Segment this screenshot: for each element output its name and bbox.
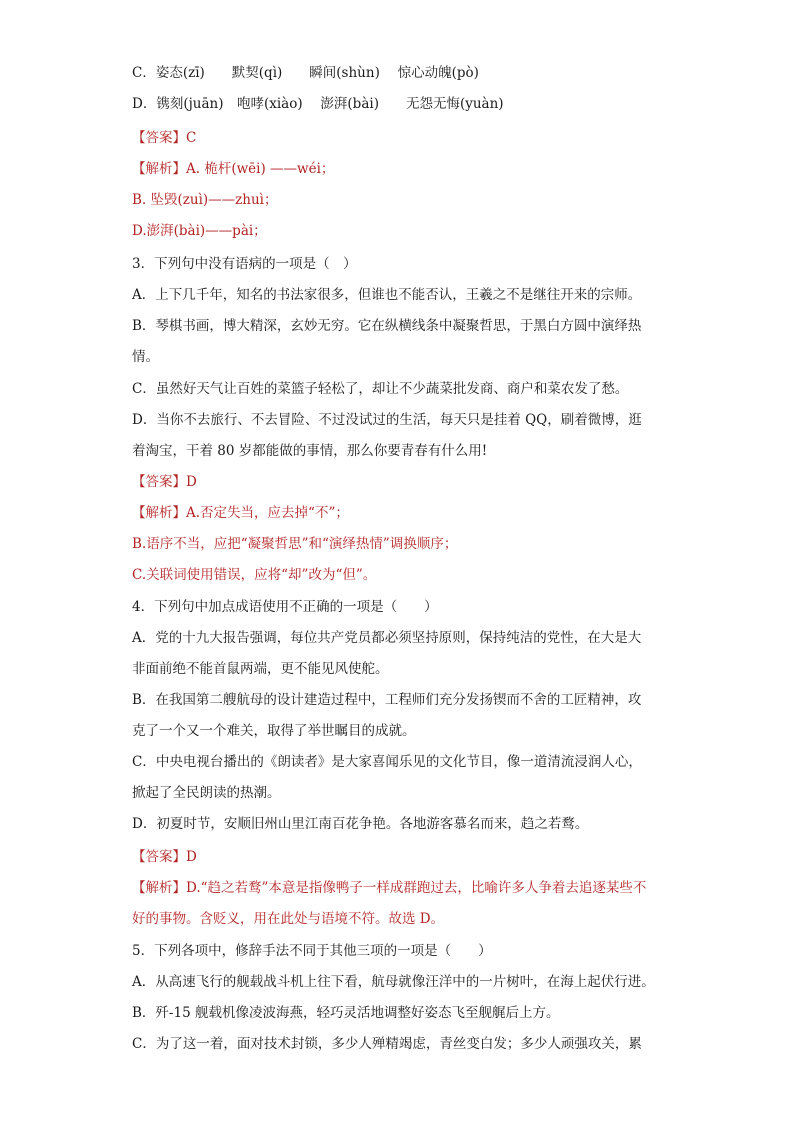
text-line-q4c2: 掀起了全民朗读的热潮。 [132, 785, 281, 801]
text-line-q3d2: 着淘宝，干着 80 岁都能做的事情，那么你要青春有什么用! [132, 443, 488, 459]
text-line-q3-exp3: C.关联词使用错误，应将“却”改为“但”。 [132, 567, 377, 583]
text-line-q3d1: D．当你不去旅行、不去冒险、不过没试过的生活，每天只是挂着 QQ，刷着微博，逛 [132, 412, 642, 428]
text-line-q3b1: B．琴棋书画，博大精深，玄妙无穷。它在纵横线条中凝聚哲思，于黑白方圆中演绎热 [132, 318, 642, 334]
text-line-q4b2: 克了一个又一个难关，取得了举世瞩目的成就。 [132, 723, 416, 739]
text-line-q2c: C．姿态(zī) 默契(qì) 瞬间(shùn) 惊心动魄(pò) [132, 65, 479, 81]
text-line-q5: 5．下列各项中，修辞手法不同于其他三项的一项是（ ） [132, 943, 492, 959]
text-line-q5b: B．歼-15 舰载机像凌波海燕，轻巧灵活地调整好姿态飞至舰艉后上方。 [132, 1005, 560, 1021]
text-line-q2-exp2: B. 坠毁(zuì)——zhuì； [132, 192, 278, 208]
text-line-q4c1: C．中央电视台播出的《朗读者》是大家喜闻乐见的文化节目，像一道清流浸润人心， [132, 754, 642, 770]
text-line-q4a2: 非面前绝不能首鼠两端，更不能见风使舵。 [132, 661, 389, 677]
text-line-q3c: C．虽然好天气让百姓的菜篮子轻松了，却让不少蔬菜批发商、商户和菜农发了愁。 [132, 381, 629, 397]
text-line-q3-ans: 【答案】D [132, 474, 197, 490]
text-line-q5a: A．从高速飞行的舰载战斗机上往下看，航母就像汪洋中的一片树叶，在海上起伏行进。 [132, 974, 655, 990]
text-line-q4-exp2: 好的事物。含贬义，用在此处与语境不符。故选 D。 [132, 911, 445, 927]
text-line-q3: 3．下列句中没有语病的一项是（ ） [132, 256, 357, 272]
text-line-q2-ans: 【答案】C [132, 130, 197, 146]
text-line-q4-ans: 【答案】D [132, 849, 197, 865]
text-line-q2-exp3: D.澎湃(bài)——pài； [132, 223, 267, 239]
text-line-q3-exp2: B.语序不当，应把“凝聚哲思”和“演绎热情”调换顺序； [132, 536, 458, 552]
text-line-q3-exp1: 【解析】A.否定失当，应去掉“不”； [132, 505, 349, 521]
text-line-q4d: D．初夏时节，安顺旧州山里江南百花争艳。各地游客慕名而来，趋之若鹜。 [132, 816, 589, 832]
text-line-q4-exp1: 【解析】D.“趋之若鹜”本意是指像鸭子一样成群跑过去，比喻许多人争着去追逐某些不 [132, 880, 647, 896]
text-line-q3a: A．上下几千年，知名的书法家很多，但谁也不能否认，王羲之不是继往开来的宗师。 [132, 287, 642, 303]
text-line-q2d: D．镌刻(juān) 咆哮(xiào) 澎湃(bài) 无怨无悔(yuàn) [132, 96, 504, 112]
text-line-q4: 4．下列句中加点成语使用不正确的一项是（ ） [132, 599, 438, 615]
text-line-q5c: C．为了这一着，面对技术封锁，多少人殚精竭虑，青丝变白发；多少人顽强攻关，累 [132, 1036, 642, 1052]
text-line-q2-exp1: 【解析】A. 桅杆(wēi) ——wéi； [132, 161, 335, 177]
text-line-q4b1: B．在我国第二艘航母的设计建造过程中，工程师们充分发扬锲而不舍的工匠精神，攻 [132, 692, 642, 708]
text-line-q3b2: 情。 [132, 349, 159, 365]
text-line-q4a1: A．党的十九大报告强调，每位共产党员都必须坚持原则，保持纯洁的党性，在大是大 [132, 630, 642, 646]
